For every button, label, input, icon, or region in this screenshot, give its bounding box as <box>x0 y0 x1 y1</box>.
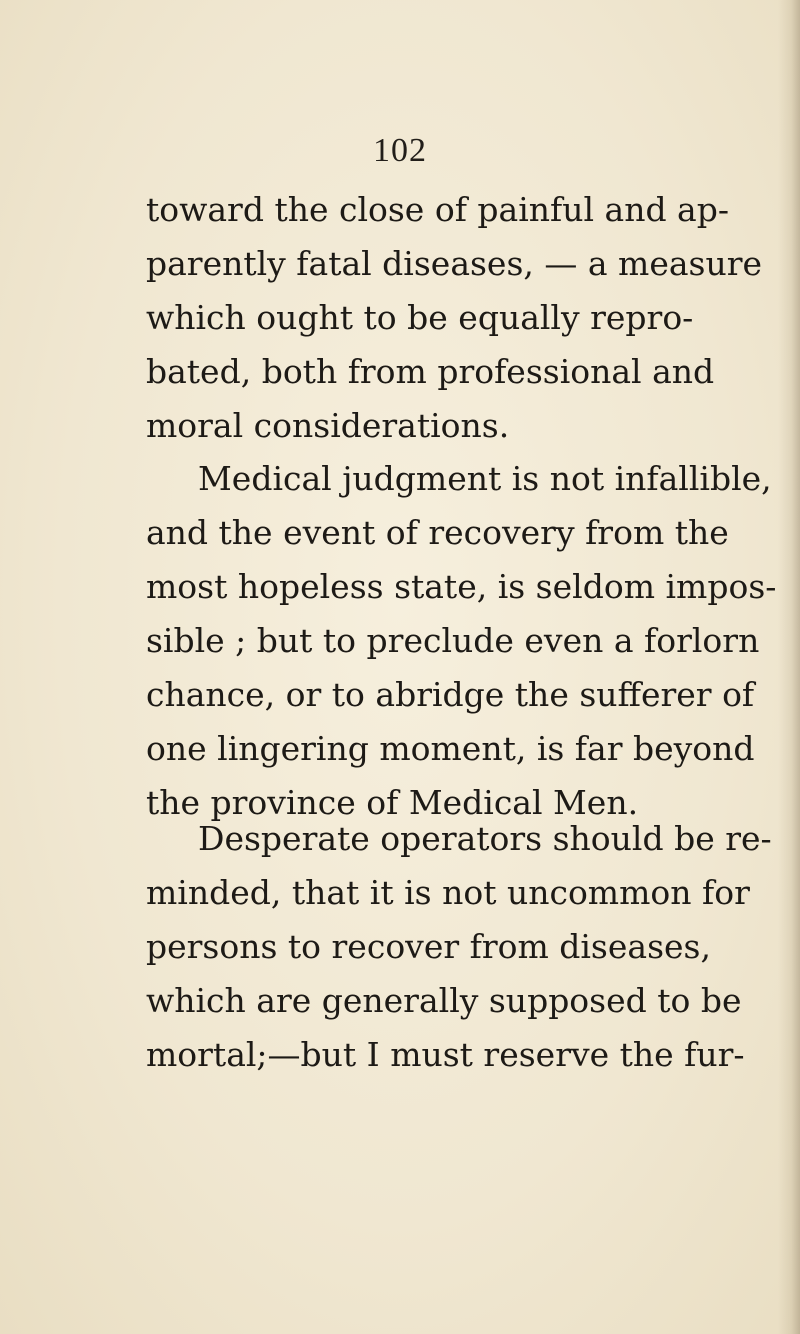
text-line: Desperate operators should be re- <box>198 819 772 858</box>
text-line: parently fatal diseases, — a measure <box>146 244 763 283</box>
text-line: bated, both from professional and <box>146 352 715 391</box>
text-line: Medical judgment is not infallible, <box>198 459 772 498</box>
paragraph-1 <box>146 183 763 453</box>
text-line: mortal;—but I must reserve the fur- <box>146 1035 745 1074</box>
text-line: persons to recover from diseases, <box>146 927 711 966</box>
text-line: moral considerations. <box>146 406 510 445</box>
text-line: one lingering moment, is far beyond <box>146 729 755 768</box>
text-line: minded, that it is not uncommon for <box>146 873 750 912</box>
text-line: and the event of recovery from the <box>146 513 729 552</box>
paragraph-2 <box>146 452 777 830</box>
text-line: which are generally supposed to be <box>146 981 742 1020</box>
page-edge-shadow <box>778 0 800 1334</box>
text-line: toward the close of painful and ap- <box>146 190 730 229</box>
paragraph-3 <box>146 812 772 1082</box>
page-number: 102 <box>373 132 427 169</box>
text-line: which ought to be equally repro- <box>146 298 694 337</box>
text-line: the province of Medical Men. <box>146 783 639 822</box>
text-line: chance, or to abridge the sufferer of <box>146 675 755 714</box>
text-line: most hopeless state, is seldom impos- <box>146 567 777 606</box>
text-line: sible ; but to preclude even a forlorn <box>146 621 760 660</box>
